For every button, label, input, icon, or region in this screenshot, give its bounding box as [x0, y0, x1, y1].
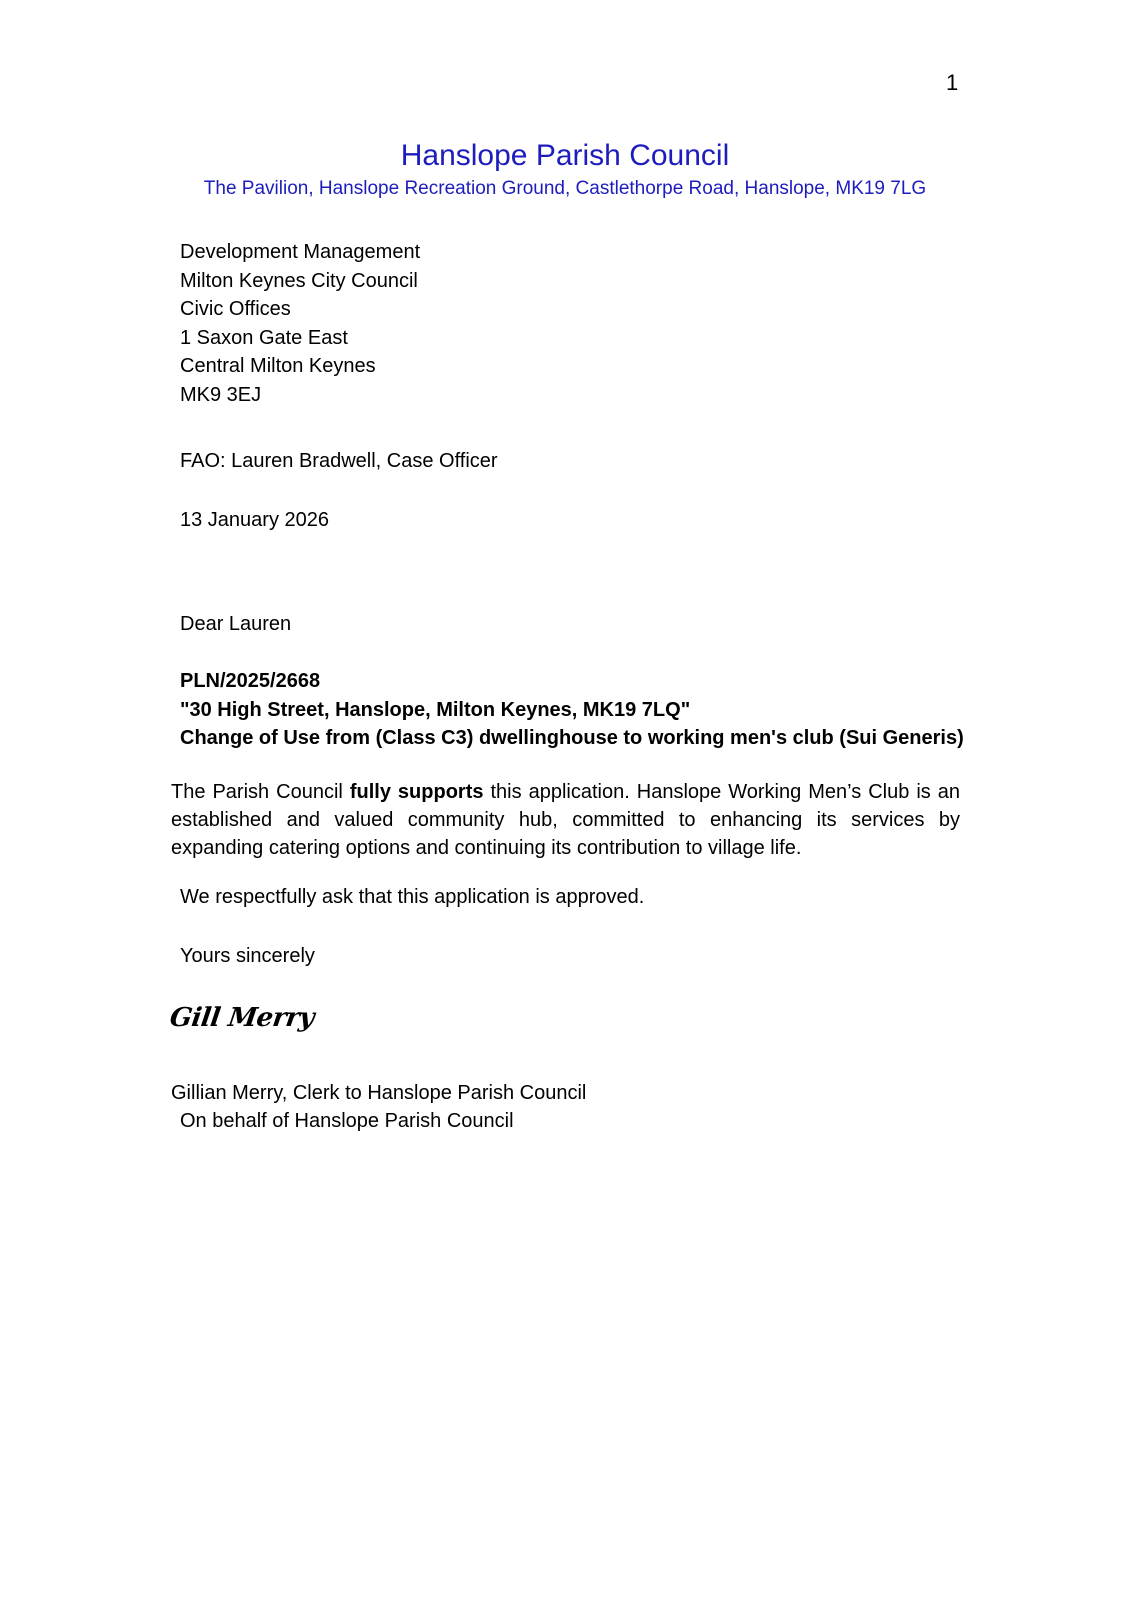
letterhead	[0, 137, 1130, 203]
recipient-line: Milton Keynes City Council	[180, 269, 418, 292]
recipient-line: Development Management	[180, 241, 421, 263]
site-address: "30 High Street, Hanslope, Milton Keynes, MK19 7LQ"	[180, 698, 691, 721]
body-emphasis: fully supports	[349, 781, 484, 803]
recipient-line: Civic Offices	[180, 298, 291, 320]
recipient-line: Central Milton Keynes	[180, 355, 376, 377]
letter-date: 13 January 2026	[180, 509, 330, 531]
signatory-name: Gillian Merry, Clerk to Hanslope Parish Council	[171, 1082, 587, 1104]
body-paragraph	[171, 778, 960, 862]
page-number: 1	[946, 70, 959, 95]
on-behalf-line: On behalf of Hanslope Parish Council	[180, 1110, 514, 1132]
body-rest: this application. Hanslope Working Men’s Club is an established and valued community hub, committed to enhancing its services by expanding catering options and continuing its contribution to village life.	[171, 781, 961, 859]
approval-request: We respectfully ask that this application is approved.	[180, 886, 645, 908]
org-address: The Pavilion, Hanslope Recreation Ground, Castlethorpe Road, Hanslope, MK19 7LG	[203, 178, 927, 199]
application-reference	[180, 667, 964, 753]
recipient-line: MK9 3EJ	[180, 383, 262, 406]
recipient-address	[180, 238, 420, 409]
application-number: PLN/2025/2668	[180, 670, 321, 692]
recipient-line: 1 Saxon Gate East	[180, 326, 348, 349]
handwritten-signature: Gill Merry	[167, 1003, 316, 1033]
salutation: Dear Lauren	[180, 613, 292, 635]
closing: Yours sincerely	[180, 945, 315, 967]
application-description: Change of Use from (Class C3) dwellinghouse to working men's club (Sui Generis)	[180, 727, 964, 749]
org-name: Hanslope Parish Council	[400, 139, 730, 172]
fao-line: FAO: Lauren Bradwell, Case Officer	[180, 450, 498, 472]
body-intro: The Parish Council	[171, 781, 350, 803]
